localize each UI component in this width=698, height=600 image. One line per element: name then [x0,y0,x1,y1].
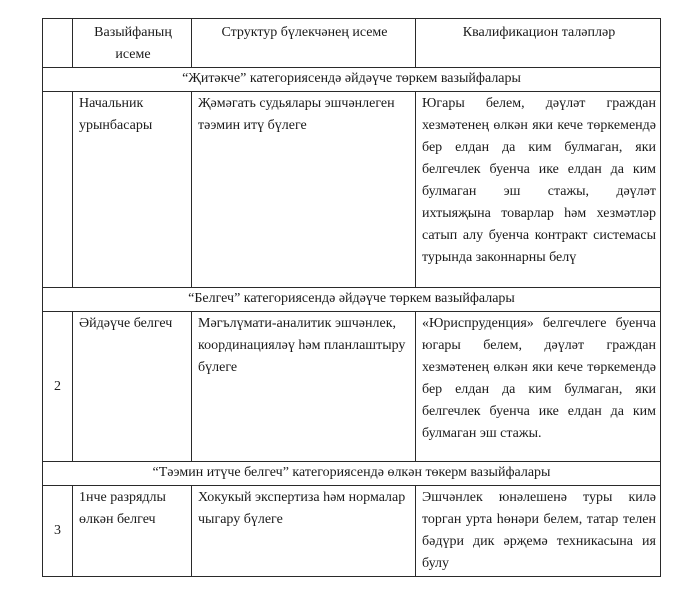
header-requirements: Квалификацион таләпләр [416,19,661,68]
row-unit: Җәмәгать судьялары эшчәнлеген тәэмин итү бүлеге [192,92,416,288]
row-position: Әйдәүче белгеч [73,312,192,462]
row-unit: Хокукый экспертиза һәм нормалар чыгару бүлеге [192,486,416,577]
row-position: Начальник урынбасары [73,92,192,288]
table-row [43,486,661,577]
table-header-row [43,19,661,68]
qualification-table [42,18,661,577]
row-number [43,92,73,288]
row-number: 2 [43,312,73,462]
table-row [43,312,661,462]
row-requirements: «Юриспруденция» белгечлеге буенча югары белем, дәүләт граждан хезмәтенең өлкән яки кече төркемендә бер елдан да ким булмаган, яки белгечлек буенча ике елдан да ким булмаган эш стажы. [416,312,661,462]
category-row [43,288,661,312]
row-requirements: Эшчәнлек юнәлешенә туры килә торган урта һөнәри белем, татар телен бәдүри дик әрҗемә техникасына ия булу [416,486,661,577]
category-heading-2: “Белгеч” категориясендә әйдәүче төркем вазыйфалары [43,288,661,312]
row-requirements: Югары белем, дәүләт граждан хезмәтенең өлкән яки кече төркемендә бер елдан да ким булмаган, яки белгечлек буенча ике елдан да ким булмаган эш стажы, дәүләт ихтыяҗына товарлар һәм хезмәтләр сатып алу буенча контракт системасы турында законнарны белү [416,92,661,288]
category-heading-1: “Җитәкче” категориясендә әйдәүче төркем вазыйфалары [43,68,661,92]
row-number: 3 [43,486,73,577]
table-row [43,92,661,288]
header-unit: Структур бүлекчәнең исеме [192,19,416,68]
category-row [43,462,661,486]
row-unit: Мәгълүмати-аналитик эшчәнлек, координацияләү һәм планлаштыру бүлеге [192,312,416,462]
category-heading-3: “Тәэмин итүче белгеч” категориясендә өлкән төкерм вазыйфалары [43,462,661,486]
header-number [43,19,73,68]
row-position: 1нче разрядлы өлкән белгеч [73,486,192,577]
header-position: Вазыйфаның исеме [73,19,192,68]
category-row [43,68,661,92]
